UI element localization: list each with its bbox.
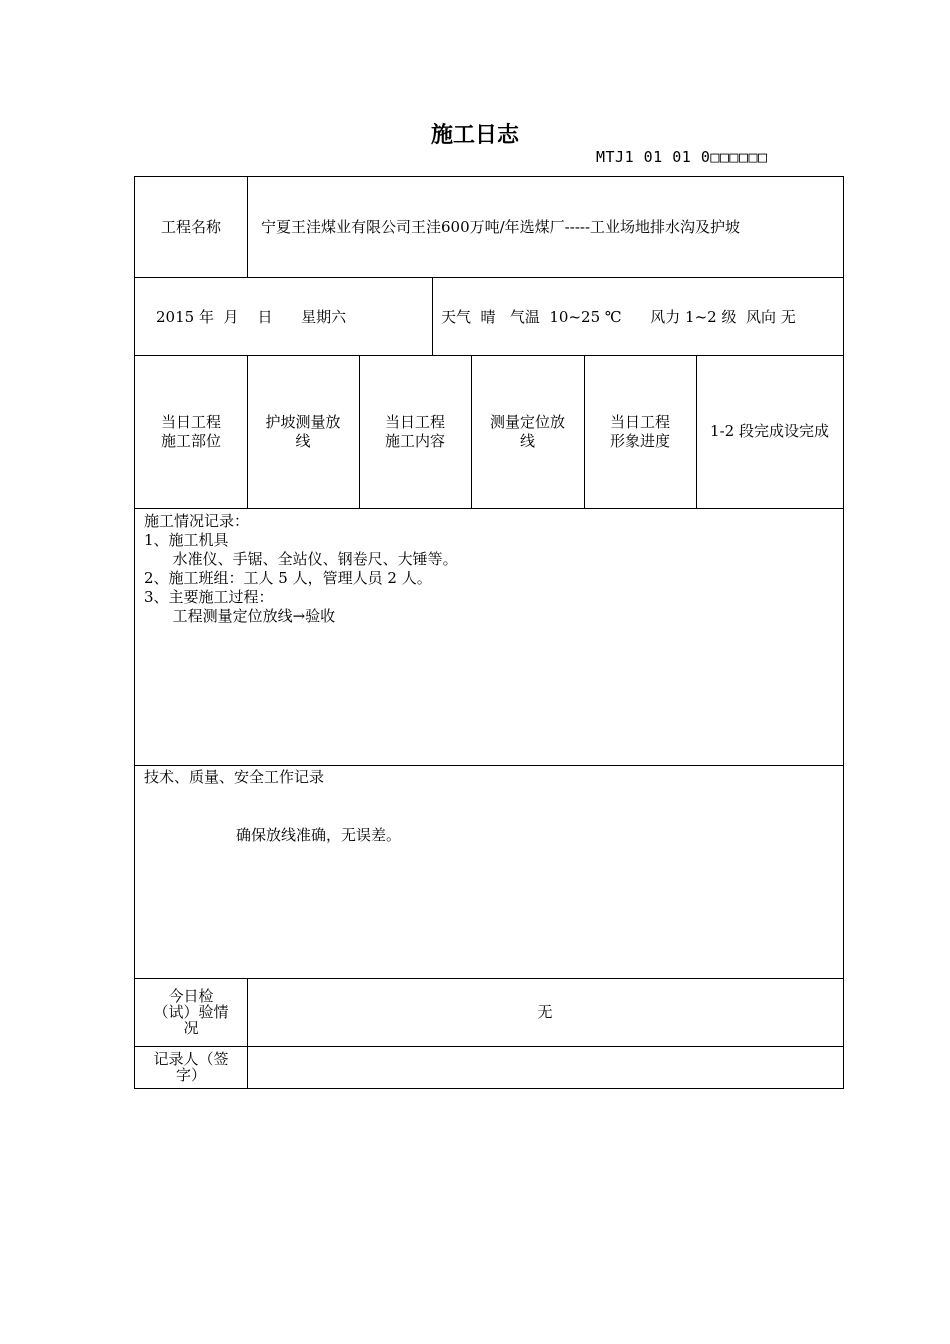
column-divider bbox=[432, 277, 433, 355]
construction-record-line: 3、主要施工过程： bbox=[144, 588, 274, 606]
inspection-label-line: 今日检 bbox=[168, 987, 214, 1005]
project-name-value: 宁夏王洼煤业有限公司王洼600万吨/年选煤厂-----工业场地排水沟及护坡 bbox=[261, 218, 741, 236]
work-content-value-line: 线 bbox=[519, 431, 535, 450]
work-content-label bbox=[359, 355, 471, 508]
quality-record-heading: 技术、质量、安全工作记录 bbox=[144, 768, 325, 786]
recorder-label bbox=[135, 1046, 247, 1088]
project-name-label bbox=[135, 177, 247, 277]
construction-record-line: 施工情况记录： bbox=[144, 512, 250, 530]
project-name-label-text: 工程名称 bbox=[160, 217, 221, 236]
work-content-label-line: 施工内容 bbox=[384, 431, 445, 450]
work-progress-label-line: 当日工程 bbox=[609, 412, 670, 431]
recorder-label-line: 字） bbox=[175, 1066, 206, 1084]
work-location-label bbox=[135, 355, 247, 508]
work-content-label-line: 当日工程 bbox=[384, 412, 445, 431]
work-progress-value bbox=[696, 355, 843, 508]
inspection-value bbox=[247, 978, 843, 1046]
document-code: MTJ1 01 01 0□□□□□□ bbox=[596, 148, 768, 166]
construction-record-line: 工程测量定位放线→验收 bbox=[144, 607, 336, 625]
inspection-label bbox=[135, 978, 247, 1046]
work-location-label-line: 施工部位 bbox=[160, 431, 221, 450]
construction-record-line: 水准仪、手锯、全站仪、钢卷尺、大锤等。 bbox=[144, 550, 458, 568]
work-progress-value-text: 1-2 段完成设完成 bbox=[710, 422, 829, 440]
construction-log-table bbox=[134, 176, 844, 1089]
work-content-value bbox=[471, 355, 584, 508]
inspection-value-text: 无 bbox=[537, 1002, 553, 1021]
construction-record-line: 2、施工班组：工人 5 人，管理人员 2 人。 bbox=[144, 569, 432, 587]
row-divider bbox=[135, 765, 843, 766]
recorder-signature-field[interactable] bbox=[247, 1046, 843, 1088]
work-location-value bbox=[247, 355, 359, 508]
row-divider bbox=[135, 508, 843, 509]
work-location-value-line: 线 bbox=[295, 431, 311, 450]
weather-info: 天气 晴 气温 10~25 ℃ 风力 1~2 级 风向 无 bbox=[441, 308, 796, 326]
quality-record-content: 确保放线准确，无误差。 bbox=[236, 826, 402, 844]
work-progress-label-line: 形象进度 bbox=[609, 431, 670, 450]
column-divider bbox=[247, 177, 248, 277]
work-content-value-line: 测量定位放 bbox=[489, 412, 565, 431]
work-location-value-line: 护坡测量放 bbox=[265, 412, 341, 431]
log-date: 2015 年 月 日 星期六 bbox=[156, 308, 347, 326]
page-title: 施工日志 bbox=[430, 123, 519, 148]
row-divider bbox=[135, 277, 843, 278]
construction-record-line: 1、施工机具 bbox=[144, 531, 229, 549]
work-progress-label bbox=[584, 355, 696, 508]
inspection-label-line: （试）验情 bbox=[153, 1003, 229, 1021]
recorder-label-line: 记录人（签 bbox=[153, 1050, 229, 1068]
work-location-label-line: 当日工程 bbox=[160, 412, 221, 431]
inspection-label-line: 况 bbox=[183, 1019, 199, 1037]
